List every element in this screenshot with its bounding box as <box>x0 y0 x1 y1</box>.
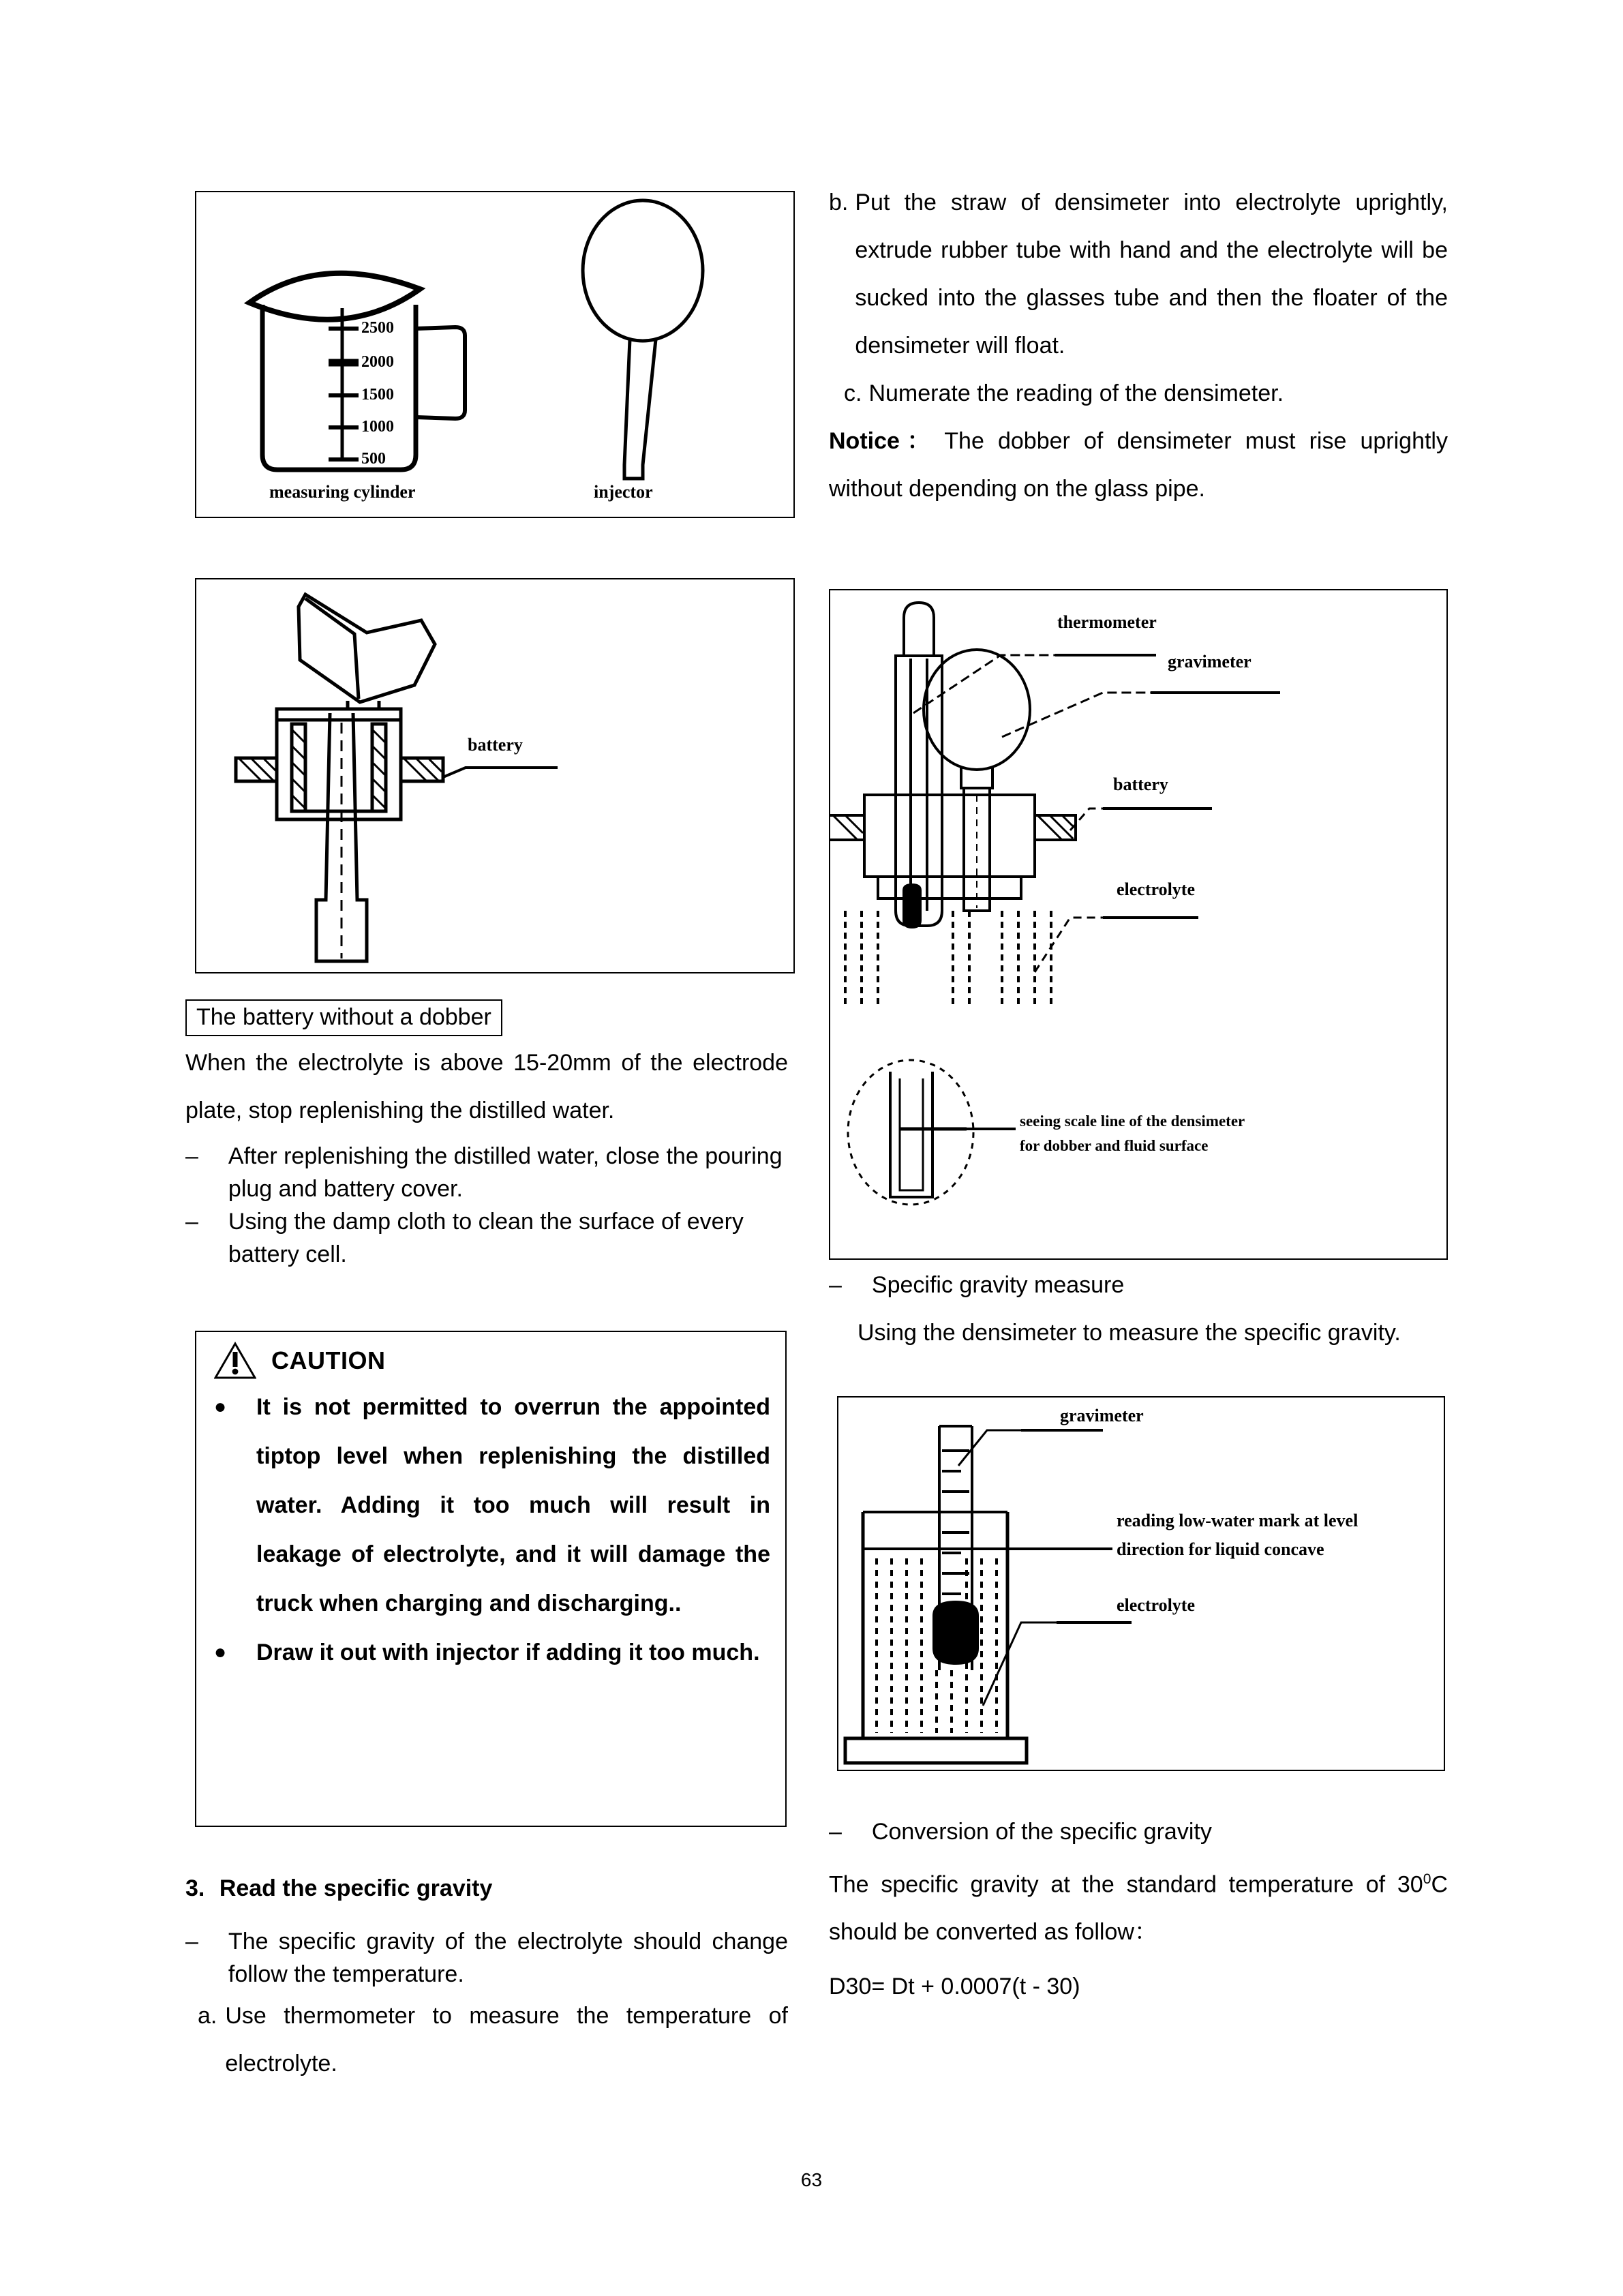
right-column-middle <box>829 1261 1448 1357</box>
figure2-drawing <box>196 579 793 972</box>
scale-mark-2500: 2500 <box>361 319 394 337</box>
paragraph-conversion <box>829 1856 1448 1956</box>
list-item-text: Use thermometer to measure the temperature of electrolyte. <box>225 2003 788 2076</box>
boxed-heading-battery-without-dobber: The battery without a dobber <box>185 999 502 1036</box>
notice-paragraph <box>829 417 1448 513</box>
figure4-label-reading-line1: reading low-water mark at level <box>1117 1511 1359 1530</box>
figure3-caption-line1: seeing scale line of the densimeter <box>1020 1113 1245 1130</box>
list-item <box>185 1992 788 2087</box>
caution-item-text: Draw it out with injector if adding it too much. <box>256 1640 760 1665</box>
section-read-specific-gravity <box>185 1869 788 2087</box>
paragraph-electrolyte-level: When the electrolyte is above 15-20mm of the electrode plate, stop replenishing the distilled water. <box>185 1050 788 1123</box>
list-item-text: After replenishing the distilled water, close the pouring plug and battery cover. <box>228 1143 783 1202</box>
list-marker: – <box>829 1272 842 1298</box>
list-item <box>185 1925 788 1991</box>
caution-list-item <box>214 1628 770 1677</box>
figure3-label-battery: battery <box>1113 774 1168 794</box>
figure-gravimeter-in-cylinder <box>837 1396 1445 1771</box>
conversion-text-a: The specific gravity at the standard temperature of 30 <box>829 1871 1423 1898</box>
figure4-label-electrolyte: electrolyte <box>1117 1595 1195 1615</box>
figure1-caption-injector: injector <box>594 482 653 502</box>
conversion-formula: D30= Dt + 0.0007(t - 30) <box>829 1974 1080 2000</box>
list-item-text: The specific gravity of the electrolyte should change follow the temperature. <box>228 1929 788 1987</box>
figure-densimeter-in-battery <box>829 589 1448 1260</box>
left-column-body <box>185 999 788 1271</box>
figure2-label-battery: battery <box>468 735 523 755</box>
figure-measuring-cylinder-injector <box>195 191 795 518</box>
list-marker: – <box>185 1929 198 1954</box>
figure1-caption-measuring-cylinder: measuring cylinder <box>269 482 416 502</box>
figure3-caption-line2: for dobber and fluid surface <box>1020 1137 1209 1154</box>
notice-label: Notice： <box>829 428 938 454</box>
list-item-text: Conversion of the specific gravity <box>871 1819 1212 1845</box>
degree-superscript: 0 <box>1423 1871 1431 1887</box>
list-item <box>829 179 1448 369</box>
scale-mark-1500: 1500 <box>361 386 394 404</box>
list-marker: b. <box>829 190 849 215</box>
figure3-drawing <box>830 590 1446 1258</box>
figure3-label-electrolyte: electrolyte <box>1117 879 1195 899</box>
figure4-label-gravimeter: gravimeter <box>1060 1406 1144 1425</box>
section-number: 3. <box>185 1875 205 1901</box>
caution-title: CAUTION <box>271 1346 386 1374</box>
list-marker: a. <box>198 2003 217 2029</box>
bullet-marker: ● <box>214 1395 227 1418</box>
scale-mark-2000: 2000 <box>361 353 394 371</box>
caution-header <box>214 1342 770 1380</box>
scale-mark-500: 500 <box>361 450 386 468</box>
scale-mark-1000: 1000 <box>361 418 394 436</box>
figure4-drawing <box>838 1398 1444 1770</box>
warning-triangle-icon <box>214 1342 256 1380</box>
list-marker: – <box>829 1819 842 1845</box>
list-item <box>829 1261 1448 1309</box>
list-item-text: Numerate the reading of the densimeter. <box>868 380 1284 406</box>
list-item <box>829 369 1448 417</box>
conversion-text-b: C should be converted as follow： <box>829 1871 1448 1946</box>
figure4-label-reading-line2: direction for liquid concave <box>1117 1539 1324 1559</box>
list-item <box>829 1808 1448 1856</box>
list-item-text: Using the damp cloth to clean the surface of every battery cell. <box>228 1209 744 1267</box>
section-title: Read the specific gravity <box>219 1875 493 1901</box>
list-item-text: Put the straw of densimeter into electrolyte uprightly, extrude rubber tube with hand and the electrolyte will be sucked into the glasses tube and then the floater of the densimeter will float. <box>855 190 1448 359</box>
list-item-text: Specific gravity measure <box>871 1272 1125 1298</box>
figure-battery-cell-section <box>195 578 795 973</box>
figure1-drawing <box>196 192 793 517</box>
list-item <box>185 1140 788 1205</box>
figure3-label-thermometer: thermometer <box>1057 612 1157 632</box>
caution-item-text: It is not permitted to overrun the appointed tiptop level when replenishing the distilled water. Adding it too much will result in leakage of electrolyte, and it will damage the truck when charging and discharging.. <box>256 1394 770 1616</box>
caution-box <box>195 1331 787 1827</box>
list-item <box>185 1205 788 1271</box>
caution-list-item <box>214 1383 770 1628</box>
list-marker: – <box>185 1209 198 1235</box>
paragraph-using-densimeter: Using the densimeter to measure the specific gravity. <box>858 1320 1401 1346</box>
notice-text: The dobber of densimeter must rise uprightly without depending on the glass pipe. <box>829 428 1448 502</box>
right-column-top <box>829 179 1448 513</box>
list-marker: c. <box>844 380 862 406</box>
page-number: 63 <box>800 2169 823 2190</box>
list-marker: – <box>185 1143 198 1169</box>
section-heading <box>185 1869 788 1907</box>
figure3-label-gravimeter: gravimeter <box>1168 652 1252 671</box>
bullet-marker: ● <box>214 1641 227 1663</box>
right-column-bottom <box>829 1808 1448 2010</box>
